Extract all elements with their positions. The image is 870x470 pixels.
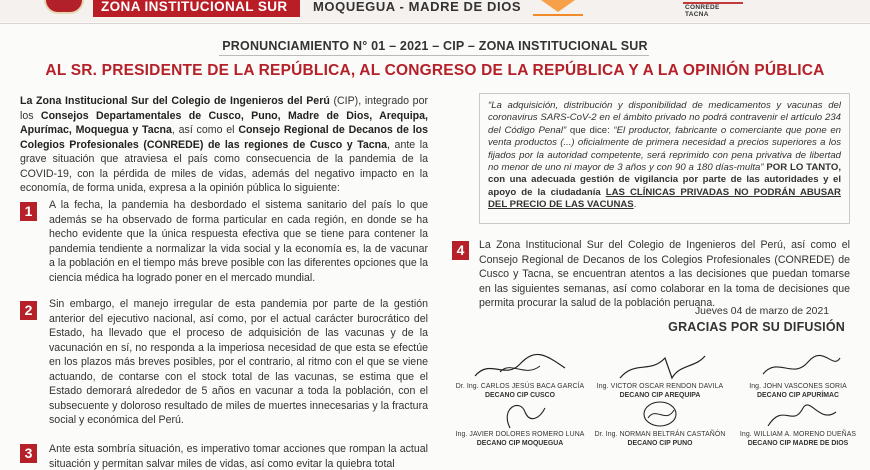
- signer-role: DECANO CIP MADRE DE DIOS: [747, 440, 849, 447]
- signer-name: Dr. Ing. CARLOS JESÚS BACA GARCÍA: [455, 383, 585, 390]
- point-number-badge: 2: [20, 301, 37, 320]
- signer-role: DECANO CIP APURÍMAC: [757, 392, 839, 399]
- handwritten-signature: [748, 398, 848, 430]
- orange-emblem-logo: [533, 0, 583, 16]
- pronouncement-title: PRONUNCIAMIENTO N° 01 – 2021 – CIP – ZONA INSTITUCIONAL SUR: [222, 39, 648, 53]
- document-date: Jueves 04 de marzo de 2021: [694, 306, 829, 317]
- signature-block: [450, 430, 590, 448]
- zone-banner: ZONA INSTITUCIONAL SUR: [93, 0, 300, 17]
- point-3-text: Ante esta sombría situación, es imperativo tomar acciones que rompan la actual situación y permitan salvar miles de vidas, así como evitar la quiebra total: [49, 443, 428, 470]
- intro-paragraph: La Zona Institucional Sur del Colegio de Ingenieros del Perú (CIP), integrado por los Consejos Departamentales de Cusco, Puno, Madre de Dios, Arequipa, Apurímac, Moquegua y Tacna, así como el Consejo Regional de Decanos de los Colegios Profesionales (CONREDE) de las regiones de Cusco y Tacna, ante la grave situación que atraviesa el país como consecuencia de la pandemia de la COVID-19, con la pérdida de miles de vidas, además del negativo impacto en la economía, de forma unida, expresa a la opinión pública lo siguiente:: [20, 95, 429, 194]
- point-1-text: A la fecha, la pandemia ha desbordado el sistema sanitario del país lo que además se ha observado de forma particular en cada región, en donde se ha hecho evidente que la única respuesta efectiva que se tiene para contener la pandemia tendiente a normalizar la vida social y la economía es, la de vacunar a la población en el tiempo más breve posible con las diferentes opciones que la ciencia médica ha logrado poner en el mercado mundial.: [49, 199, 428, 284]
- signer-role: DECANO CIP AREQUIPA: [619, 392, 701, 399]
- signer-name: Dr. Ing. NORMAN BELTRÁN CASTAÑÓN: [594, 431, 726, 438]
- handwritten-signature: [470, 398, 570, 430]
- legal-quote-box: “La adquisición, distribución y disponibilidad de medicamentos y vacunas del coronavirus SARS-CoV-2 en el ámbito privado no podrá contravenir el artículo 234 del Código Penal” que dice: “El productor, fabricante o comerciante que pone en venta productos (...) oficialmente de primera necesidad a precios superiores a los fijados por la autoridad competente, será reprimido con pena privativa de libertad no menor de uno ni mayor de 3 años y con 90 a 180 días-multa” POR LO TANTO, con una adecuada gestión de vigilancia por parte de las autoridades y el apoyo de la ciudadanía LAS CLÍNICAS PRIVADAS NO PODRÁN ABUSAR DEL PRECIO DE LAS VACUNAS.: [479, 93, 850, 224]
- signer-name: Ing. JOHN VASCONES SORIA: [749, 383, 847, 390]
- handwritten-signature: [748, 350, 848, 382]
- handwritten-signature: [610, 350, 710, 382]
- point-4-text: La Zona Institucional Sur del Colegio de Ingenieros del Perú, así como el Consejo Regional de Decanos de los Colegios Profesionales (CONREDE) de Cusco y Tacna, se encuentran atentos a las decisiones que puedan tomarse en las siguientes semanas, así como colaborar en la toma de decisiones que permita procurar la salud de la población peruana.: [479, 239, 850, 309]
- signature-block: [590, 430, 730, 448]
- main-title: AL SR. PRESIDENTE DE LA REPÚBLICA, AL CONGRESO DE LA REPÚBLICA Y A LA OPINIÓN PÚBLICA: [45, 62, 825, 79]
- thanks-line: GRACIAS POR SU DIFUSIÓN: [668, 320, 845, 334]
- point-number-badge: 1: [20, 202, 37, 221]
- signer-name: Ing. VICTOR OSCAR RENDON DAVILA: [596, 383, 724, 390]
- signer-name: Ing. JAVIER DOLORES ROMERO LUNA: [455, 431, 585, 438]
- title-underline: [219, 55, 649, 56]
- point-2-text: Sin embargo, el manejo irregular de esta pandemia por parte de la gestión anterior del ejecutivo nacional, así como, por el actual carácter burocrático del Estado, ha llevado que el proceso de adquisición de las vacunas y de la vacunación en sí, no responda a la imperiosa necesidad de que esta se efectúe en los plazos más breves posibles, por el contrario, al ritmo con el que se viene actuando, de contarse con el stock total de las vacunas, se estima que el Estado demorará alrededor de 5 años en vacunar a toda la población, con el subsecuente y doloroso resultado de miles de muertes innecesarias y la fractura social y económica del Perú.: [49, 298, 428, 426]
- signer-role: DECANO CIP MOQUEGUA: [476, 440, 564, 447]
- point-number-badge: 4: [452, 241, 469, 260]
- header-divider: [0, 23, 870, 24]
- signature-block: [728, 430, 868, 448]
- signer-name: Ing. WILLIAM A. MORENO DUEÑAS: [739, 431, 857, 438]
- conrede-logo-text: CONREDE TACNA: [685, 4, 720, 18]
- conrede-logo: [683, 0, 743, 16]
- region-text: MOQUEGUA - MADRE DE DIOS: [313, 0, 522, 14]
- signer-role: DECANO CIP CUSCO: [485, 392, 555, 399]
- handwritten-signature: [470, 350, 570, 382]
- signer-role: DECANO CIP PUNO: [627, 440, 693, 447]
- handwritten-signature: [610, 398, 710, 430]
- point-number-badge: 3: [20, 444, 37, 463]
